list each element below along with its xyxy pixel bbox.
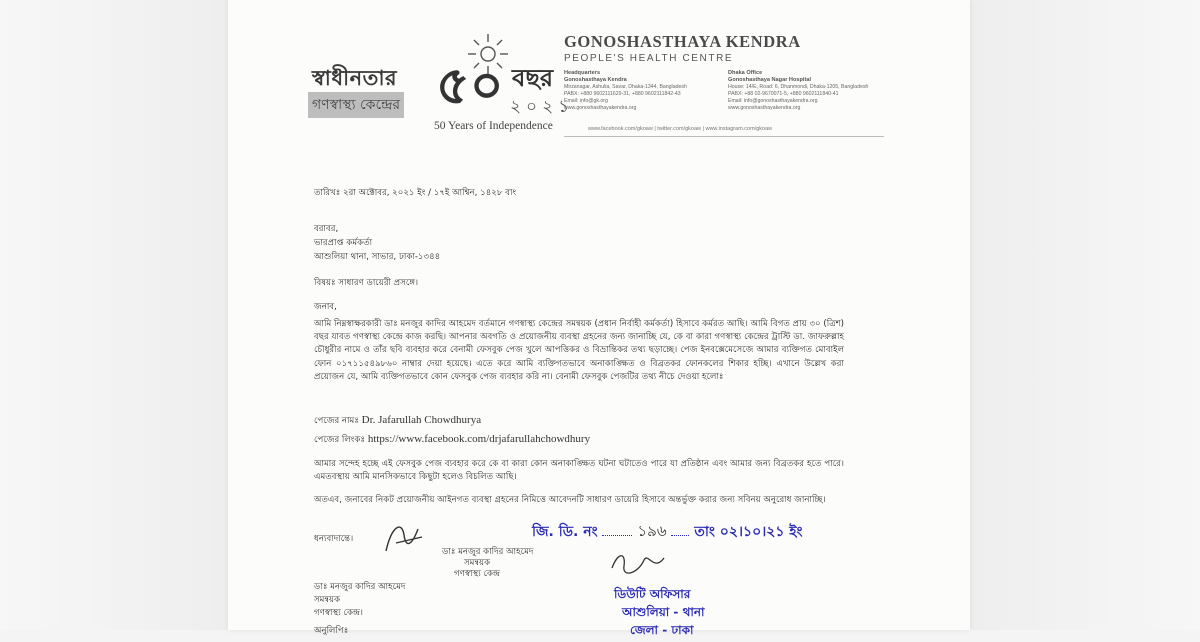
gd-date: তাং ০২।১০।২১ ইং xyxy=(694,524,803,540)
signatory-org: গণস্বাস্থ্য কেন্দ্র। xyxy=(314,608,363,618)
org-bangla-banner: গণস্বাস্থ্য কেন্দ্রের xyxy=(308,92,404,118)
dhaka-line: PABX: +88 02-9670071-5, +880 9602111840-41 xyxy=(728,91,839,97)
fifty-years-caption: 50 Years of Independence xyxy=(434,120,553,132)
stamp-title: সমন্বয়ক xyxy=(464,558,491,568)
duty-officer-stamp: ডিউটি অফিসার xyxy=(614,587,691,601)
signatory-title: সমন্বয়ক xyxy=(314,595,341,605)
letter-page xyxy=(228,0,970,637)
page-link-value: https://www.facebook.com/drjafarullahchowdhury xyxy=(367,433,591,445)
body-paragraph-1: আমি নিম্নস্বাক্ষরকারী ডাঃ মনজুর কাদির আহমেদ বর্তমানে গণস্বাস্থ্য কেন্দ্রের সমন্বয়ক (প্রধান নির্বাহী কর্মকর্তা) হিসাবে কর্মরত আছি। আমি বিগত প্রায় ৩০ (ত্রিশ) বছর যাবত গণস্বাস্থ্য কেন্দ্রে কাজ করছি। আপনার অবগতি ও প্রয়োজনীয় ব্যবস্থা গ্রহনের জন্য জানাচ্ছি যে, কে বা কারা গণস্বাস্থ্য কেন্দ্রের ট্রাস্টি ডা. জাফরুল্লাহ চৌধুরীর নামে ও তাঁর ছবি ব্যবহার করে বেনামী ফেসবুক পেজ খুলে আপত্তিকর ও বিভ্রান্তিকর তথ্য ছড়াচ্ছে। পেজ ইনবক্সেমেসেজে আমার ব্যক্তিগত মোবাইল ফোন ০১৭১১৫৪৯৮৬০ নাম্বার দেয়া হয়েছে। এতে করে আমি ব্যক্তিগতভাবে অনাকাঙ্ক্ষিত ও বিব্রতকর ফোনকলের শিকার হচ্ছি। এখানে উল্লেখ করা প্রয়োজন যে, আমি ব্যক্তিগতভাবে কোন ফেসবুক পেজ ব্যবহার করি না। বেনামী ফেসবুক পেজটির তথ্য নীচে দেওয়া হলোঃ xyxy=(314,319,844,382)
org-name: GONOSHASTHAYA KENDRA xyxy=(564,32,801,51)
gd-label: জি. ডি. নং xyxy=(532,524,598,540)
right-margin-background xyxy=(970,0,1200,630)
recipient-label: বরাবর, xyxy=(314,224,339,234)
stamp-org: গণস্বাস্থ্য কেন্দ্র xyxy=(454,569,500,579)
headquarters-address xyxy=(564,70,714,112)
header-divider xyxy=(564,136,884,137)
subject-line: বিষয়ঃ সাধারণ ডায়েরী প্রসঙ্গে। xyxy=(314,278,419,288)
signature-image xyxy=(378,515,428,559)
year-2021: ২০২১ xyxy=(510,97,575,117)
gd-number: ১৯৬ xyxy=(637,522,667,540)
officer-signature-image xyxy=(608,548,668,582)
hq-title: Headquarters xyxy=(564,70,601,76)
hq-line: Email: info@gk.org xyxy=(564,98,608,104)
page-name-row xyxy=(314,414,481,428)
recipient-line: আশুলিয়া থানা, সাভার, ঢাকা-১৩৪৪ xyxy=(314,252,441,262)
dhaka-line: House: 14/E, Road: 6, Dhanmondi, Dhaka-1205, Bangladesh xyxy=(728,84,869,90)
body-paragraph-3: অতএব, জনাবের নিকট প্রয়োজনীয় আইনগত ব্যবস্থা গ্রহনের নিমিত্তে আবেদনটি সাধারণ ডায়েরি হিসাবে অন্তর্ভুক্ত করার জন্য সবিনয় অনুরোধ জানাচ্ছি। xyxy=(314,495,826,505)
stamp-name: ডাঃ মনজুর কাদির আহমেদ xyxy=(442,547,534,557)
page-name-label: পেজের নামঃ xyxy=(314,416,359,426)
body-paragraph-2: আমার সন্দেহ হচ্ছে এই ফেসবুক পেজ ব্যবহার করে কে বা কারা কোন অনাকাঙ্ক্ষিত ঘটনা ঘটাতেও পারে যা প্রতিষ্ঠান এবং আমার জন্য বিব্রতকর হতে পারে। এমতবস্থায় আমি মানসিকভাবে কিছুটা হলেও বিচলিত আছি। xyxy=(314,459,844,483)
org-subtitle: PEOPLE'S HEALTH CENTRE xyxy=(564,53,734,64)
dhaka-line: www.gonoshasthayakendra.org xyxy=(728,105,801,111)
left-margin-background xyxy=(0,0,228,630)
page-link-label: পেজের লিংকঃ xyxy=(314,435,366,445)
hq-line: www.gonoshasthayakendra.org xyxy=(564,105,637,111)
district-stamp: জেলা - ঢাকা xyxy=(630,623,694,637)
copy-to-label: অনুলিপিঃ xyxy=(314,626,349,636)
dhaka-office-address xyxy=(728,70,878,112)
fifty-numeral: ৫০ xyxy=(436,56,504,116)
salutation: জনাব, xyxy=(314,302,337,312)
page-name-value: Dr. Jafarullah Chowdhurya xyxy=(361,414,482,426)
hq-name: Gonoshasthaya Kendra xyxy=(564,77,627,83)
closing: ধন্যবাদান্তে। xyxy=(314,534,354,544)
hq-line: Mirzanagar, Ashulia, Savar, Dhaka-1344, Bangladesh xyxy=(564,84,687,90)
hq-line: PABX: +880 9602111629-31, +880 9602111842-43 xyxy=(564,91,681,97)
page-link-row xyxy=(314,433,590,447)
social-links: www.facebook.com/gkoaw | twitter.com/gkoaw | www.instagram.com/gkoaw xyxy=(588,126,773,132)
years-word: বছর xyxy=(512,64,554,92)
recipient-line: ভারপ্রাপ্ত কর্মকর্তা xyxy=(314,238,373,248)
dhaka-line: Email: info@gonoshasthayakendra.org xyxy=(728,98,818,104)
dhaka-title: Dhaka Office xyxy=(728,70,763,76)
independence-text: স্বাধীনতার xyxy=(312,66,398,90)
letter-date: তারিখঃ ২রা অক্টোবর, ২০২১ ইং / ১৭ই আশ্বিন, ১৪২৮ বাং xyxy=(314,188,517,198)
thana-stamp: আশুলিয়া - থানা xyxy=(622,605,705,619)
dhaka-name: Gonoshasthaya Nagar Hospital xyxy=(728,77,811,83)
signatory-name: ডাঃ মনজুর কাদির আহমেদ xyxy=(314,582,406,592)
gd-stamp xyxy=(532,520,803,545)
